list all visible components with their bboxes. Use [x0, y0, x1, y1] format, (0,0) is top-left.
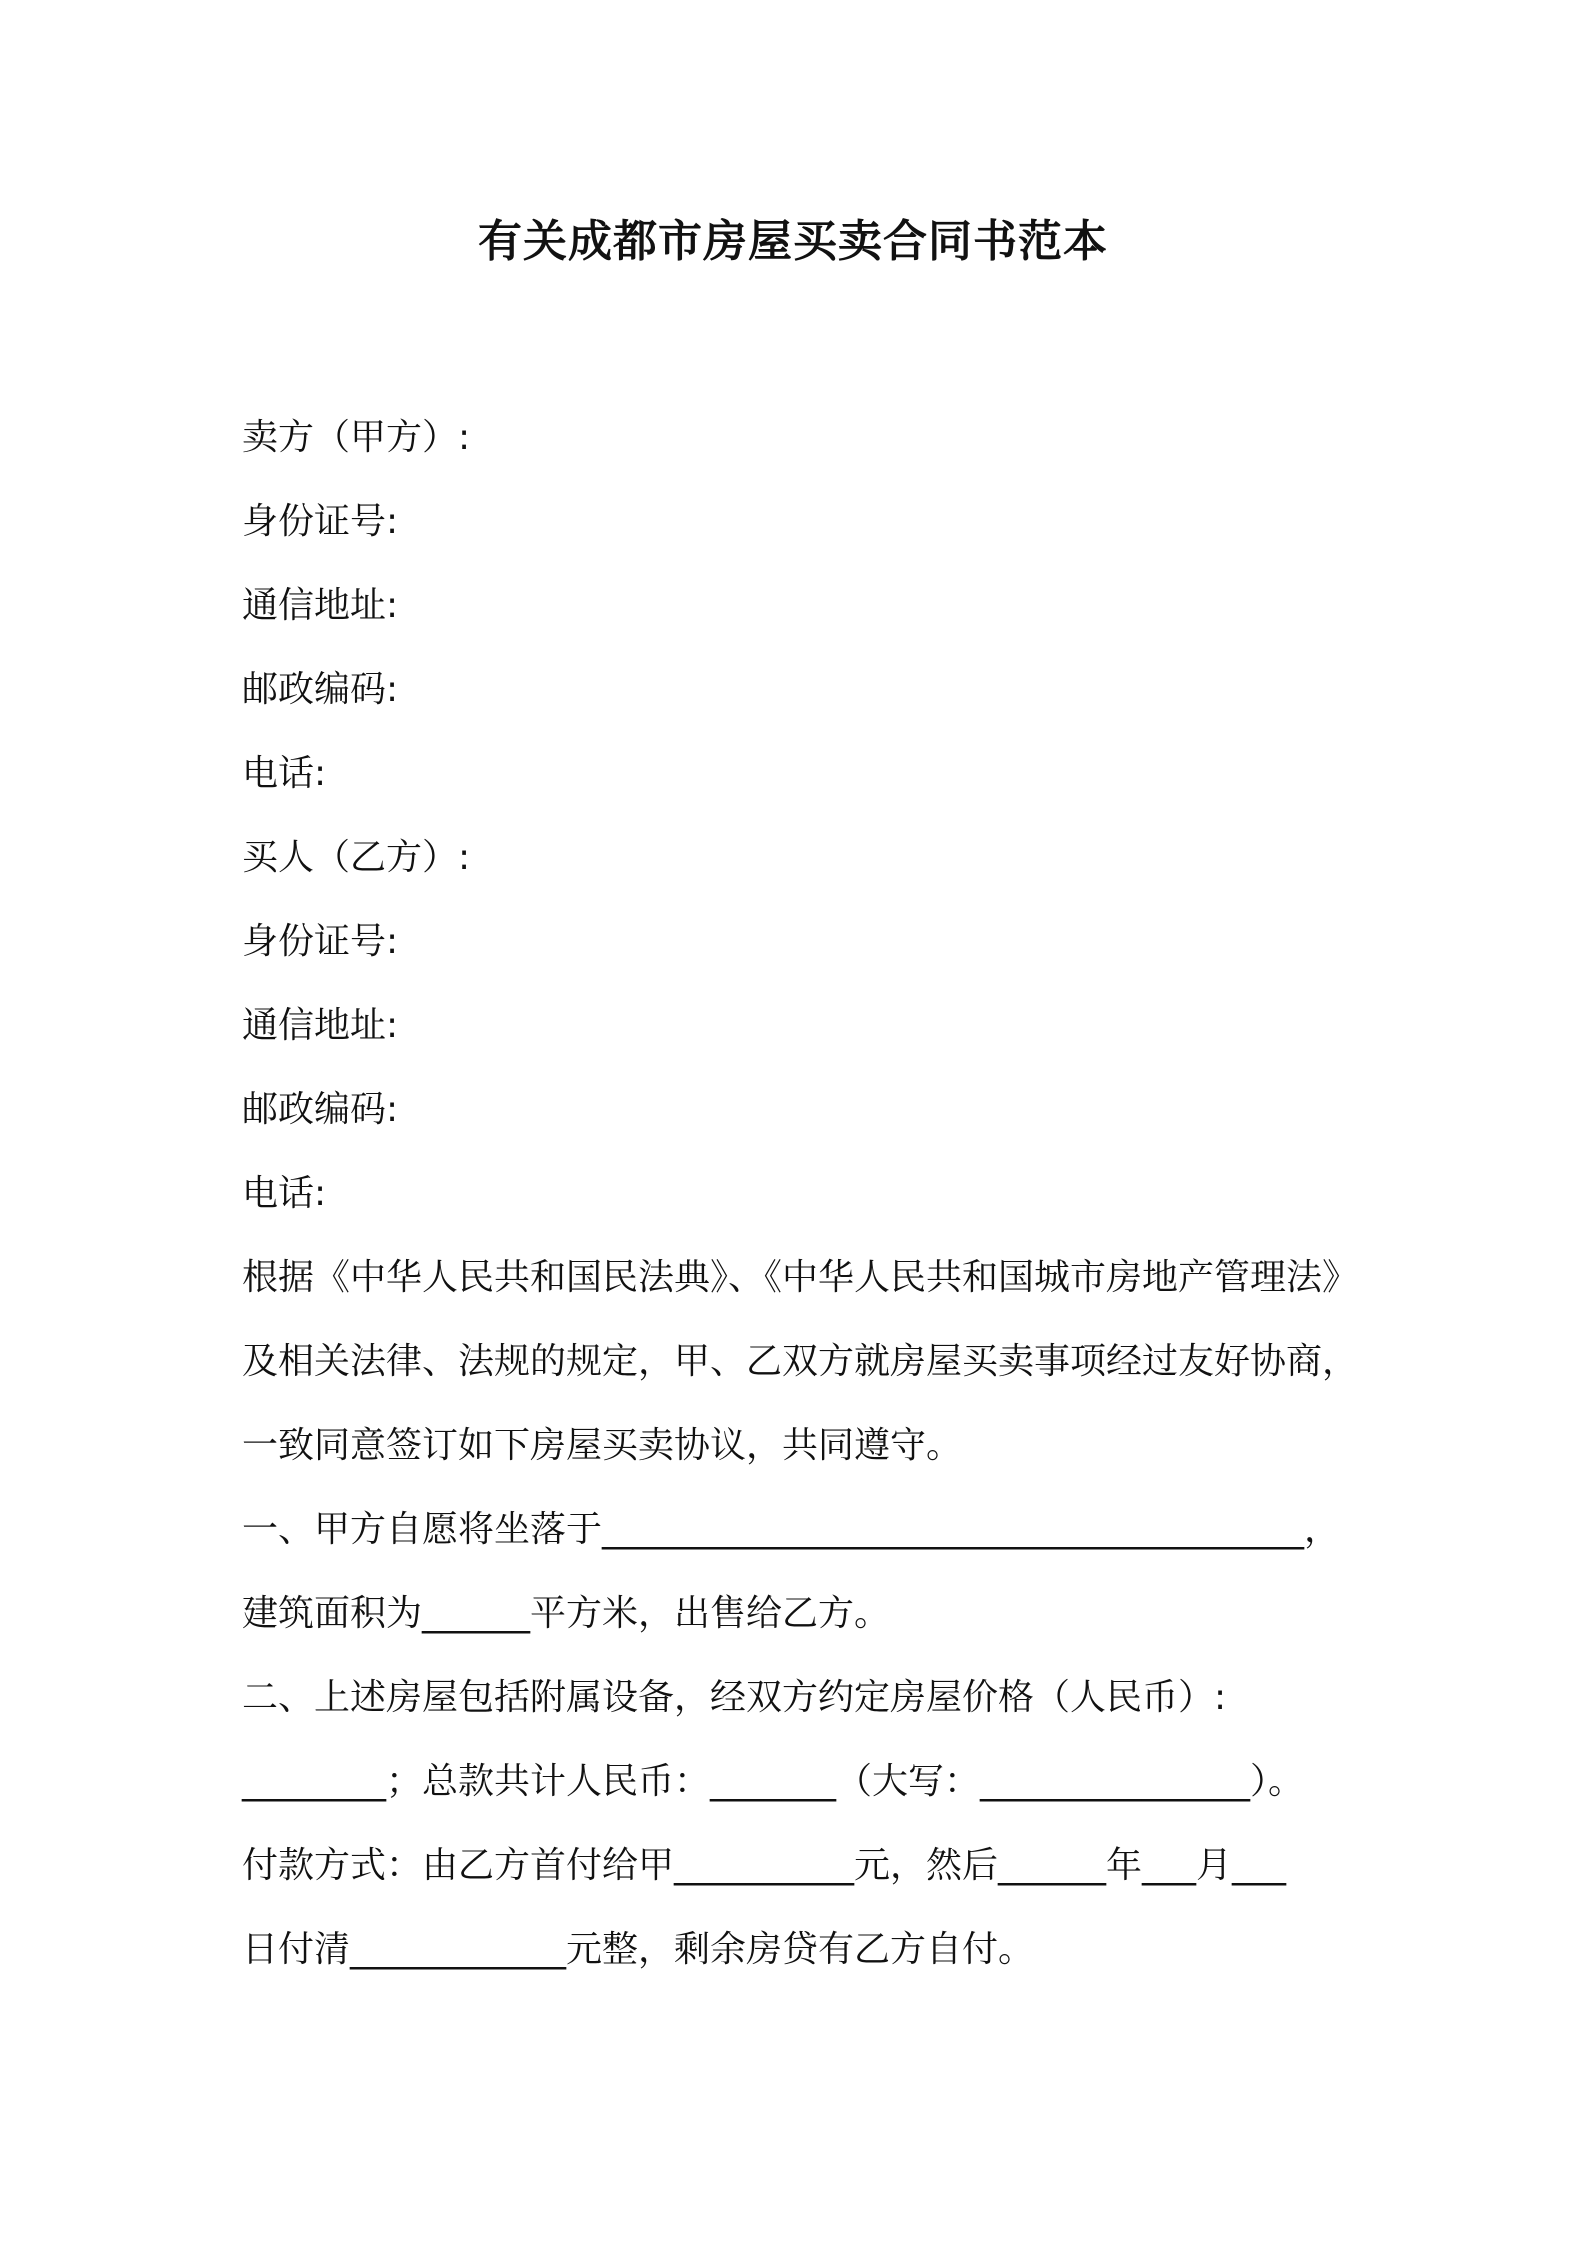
payment-method-line-1: 付款方式：由乙方首付给甲__________元，然后______年___月___: [242, 1845, 1287, 1886]
preamble-line-3: 一致同意签订如下房屋买卖协议，共同遵守。: [242, 1425, 963, 1466]
buyer-label: 买人（乙方）:: [242, 837, 471, 878]
clause-1-line-1: 一、甲方自愿将坐落于_______________________________________，: [242, 1509, 1341, 1550]
seller-id-number-label: 身份证号:: [242, 501, 399, 542]
contract-body: [242, 408, 1392, 2004]
buyer-phone-label: 电话:: [242, 1173, 327, 1214]
payment-method-line-2: 日付清____________元整，剩余房贷有乙方自付。: [242, 1929, 1035, 1970]
document-title: 有关成都市房屋买卖合同书范本: [478, 216, 1108, 267]
buyer-postcode-label: 邮政编码:: [242, 1089, 399, 1130]
preamble-line-1: 根据《中华人民共和国民法典》、《中华人民共和国城市房地产管理法》: [242, 1257, 1359, 1298]
seller-phone-label: 电话:: [242, 753, 327, 794]
buyer-address-label: 通信地址:: [242, 1005, 399, 1046]
clause-1-line-2: 建筑面积为______平方米，出售给乙方。: [242, 1593, 891, 1634]
seller-postcode-label: 邮政编码:: [242, 669, 399, 710]
clause-2-line-1: 二、上述房屋包括附属设备，经双方约定房屋价格（人民币）:: [242, 1677, 1227, 1718]
buyer-id-number-label: 身份证号:: [242, 921, 399, 962]
seller-address-label: 通信地址:: [242, 585, 399, 626]
clause-2-line-2: ________；总款共计人民币：_______（大写：_______________）。: [242, 1761, 1305, 1802]
seller-label: 卖方（甲方）:: [242, 417, 471, 458]
preamble-line-2: 及相关法律、法规的规定，甲、乙双方就房屋买卖事项经过友好协商，: [242, 1341, 1359, 1382]
